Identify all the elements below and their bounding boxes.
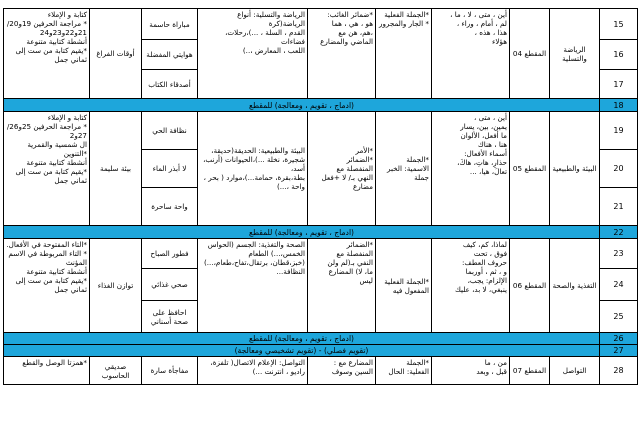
domain-cell: الرياضة والتسلية (550, 9, 600, 99)
writing-cell: *التاء المفتوحة في الأفعال. * التاء المربوطة في الاسم المؤنث أنشطة كتابية متنوعة *يقيم كتابة من ست إلى ثماني جمل (4, 239, 90, 333)
table-row (4, 333, 638, 345)
segment-cell: المقطع 05 (510, 112, 550, 226)
integration-band: (ادماج ، تقويم ، ومعالجة) للمقطع (4, 99, 600, 112)
letters-cell: أين ، متى ، لا ، ما ، لم ، أمام ، وراء ، هذا ، هذه ، هؤلاء (432, 9, 510, 99)
table-row (4, 345, 638, 357)
segment-cell: المقطع 06 (510, 239, 550, 333)
table-row (4, 99, 638, 112)
domain-cell: البيئة والطبيعية (550, 112, 600, 226)
conjugation-cell: *الضمائر المنفصلة مع النفي بـ(لم ولن ما، لا) المضارع ليس (308, 239, 376, 333)
vocabulary-cell: الرياضة والتسلية: أنواع الرياضة(كرة القدم ، السلة ، ...)،رحلات، فضاءات اللعب ، المعارض ،..) (198, 9, 308, 99)
project-cell: توازن الغذاء (90, 239, 142, 333)
project-cell: أوقات الفراغ (90, 9, 142, 99)
lesson-plan-table (3, 8, 638, 385)
segment-cell: المقطع 04 (510, 9, 550, 99)
vocabulary-cell: الصحة والتغذية: الجسم (الحواس الخمس،...) الطعام (خبز،قطان، برتقال،تفاح،طعام،...) النظافة... (198, 239, 308, 333)
writing-cell: كتابة و الإملاء * مراجعة الحرفين 19و20/ 21و22و23و24 أنشطة كتابية متنوعة *يقيم كتابة من ست إلى ثماني جمل (4, 9, 90, 99)
segment-cell: المقطع 07 (510, 357, 550, 385)
row-number: 26 (600, 333, 638, 345)
grammar-cell: *الجملة الاسمية: الخبر جملة (376, 112, 432, 226)
writing-cell: كتابة و الإملاء * مراجعة الحرفين 25و26/ 27و2 ال شمسية والقمرية *التنوين أنشطة كتابية متنوعة *يقيم كتابة من ست إلى ثماني جمل (4, 112, 90, 226)
writing-cell: *همزتا الوصل والقطع (4, 357, 90, 385)
conjugation-cell: المضارع مع : السين وسوف (308, 357, 376, 385)
conjugation-cell: *ضمائر الغائب: هو ، هي ، هما ،هم، هن مع الماضي والمضارع (308, 9, 376, 99)
row-number: 20 (600, 150, 638, 188)
row-number: 17 (600, 70, 638, 99)
letters-cell: لماذا، كم، كيف فوق ، تحت حروف العطف: و ، ثم ، أوربما الإلزام: يجب، ينبغي، لا بد، عليك (432, 239, 510, 333)
grammar-cell: *الجملة الفعلية: الحال (376, 357, 432, 385)
integration-band: (ادماج ، تقويم ، ومعالجة) للمقطع (4, 226, 600, 239)
reading-cell: نظافة الحي (142, 112, 198, 150)
reading-cell: احافظ على صحة أسناني (142, 301, 198, 333)
project-cell: صديقي الحاسوب (90, 357, 142, 385)
reading-cell: لا أبذر الماء (142, 150, 198, 188)
reading-cell: أصدقاء الكتاب (142, 70, 198, 99)
row-number: 22 (600, 226, 638, 239)
grammar-cell: *الجملة الفعلية * الجار والمجرور (376, 9, 432, 99)
domain-cell: التواصل (550, 357, 600, 385)
reading-cell: مفاجأة سارة (142, 357, 198, 385)
table-row (4, 357, 638, 385)
domain-cell: التغذية والصحة (550, 239, 600, 333)
row-number: 25 (600, 301, 638, 333)
evaluation-band: (تقويم فصلي) - (تقويم تشخيصي ومعالجة) (4, 345, 600, 357)
table-row (4, 112, 638, 150)
row-number: 15 (600, 9, 638, 40)
reading-cell: واحة ساحرة (142, 188, 198, 226)
conjugation-cell: *الأمر *الضمائر المنفصلة مع النهي بـ/ لا +فعل مضارع (308, 112, 376, 226)
table-row (4, 9, 638, 40)
reading-cell: فطور الصباح (142, 239, 198, 269)
letters-cell: من ، ما قبل ، وبعد (432, 357, 510, 385)
row-number: 18 (600, 99, 638, 112)
reading-cell: مباراة حاسمة (142, 9, 198, 40)
integration-band: (ادماج ، تقويم ، ومعالجة) للمقطع (4, 333, 600, 345)
project-cell: بيئة سليمة (90, 112, 142, 226)
vocabulary-cell: البيئة والطبيعية: الحديقة(حديقة، شجيرة، نخلة ...)،الحيوانات (أرنب، أسد، بطة،بقرة، حمامة...)،موارد ( بحر ، واحة ،...) (198, 112, 308, 226)
reading-cell: هوايتي المفضلة (142, 40, 198, 70)
table-row (4, 239, 638, 269)
row-number: 28 (600, 357, 638, 385)
row-number: 27 (600, 345, 638, 357)
reading-cell: صحي غذائي (142, 269, 198, 301)
vocabulary-cell: التواصل: الإعلام الاتصال( تلفزة، راديو ، انترنت ...) (198, 357, 308, 385)
table-row (4, 226, 638, 239)
row-number: 16 (600, 40, 638, 70)
grammar-cell: *الجملة الفعلية المفعول فيه (376, 239, 432, 333)
row-number: 21 (600, 188, 638, 226)
letters-cell: أين ، متى ، يمين، بين، يسار ما أفعل، الألوان هنا ، هناك أسماء الأفعال: حذارِ، هاتِ، هاكَ، تعالَ، هيا، ... (432, 112, 510, 226)
row-number: 19 (600, 112, 638, 150)
row-number: 24 (600, 269, 638, 301)
row-number: 23 (600, 239, 638, 269)
